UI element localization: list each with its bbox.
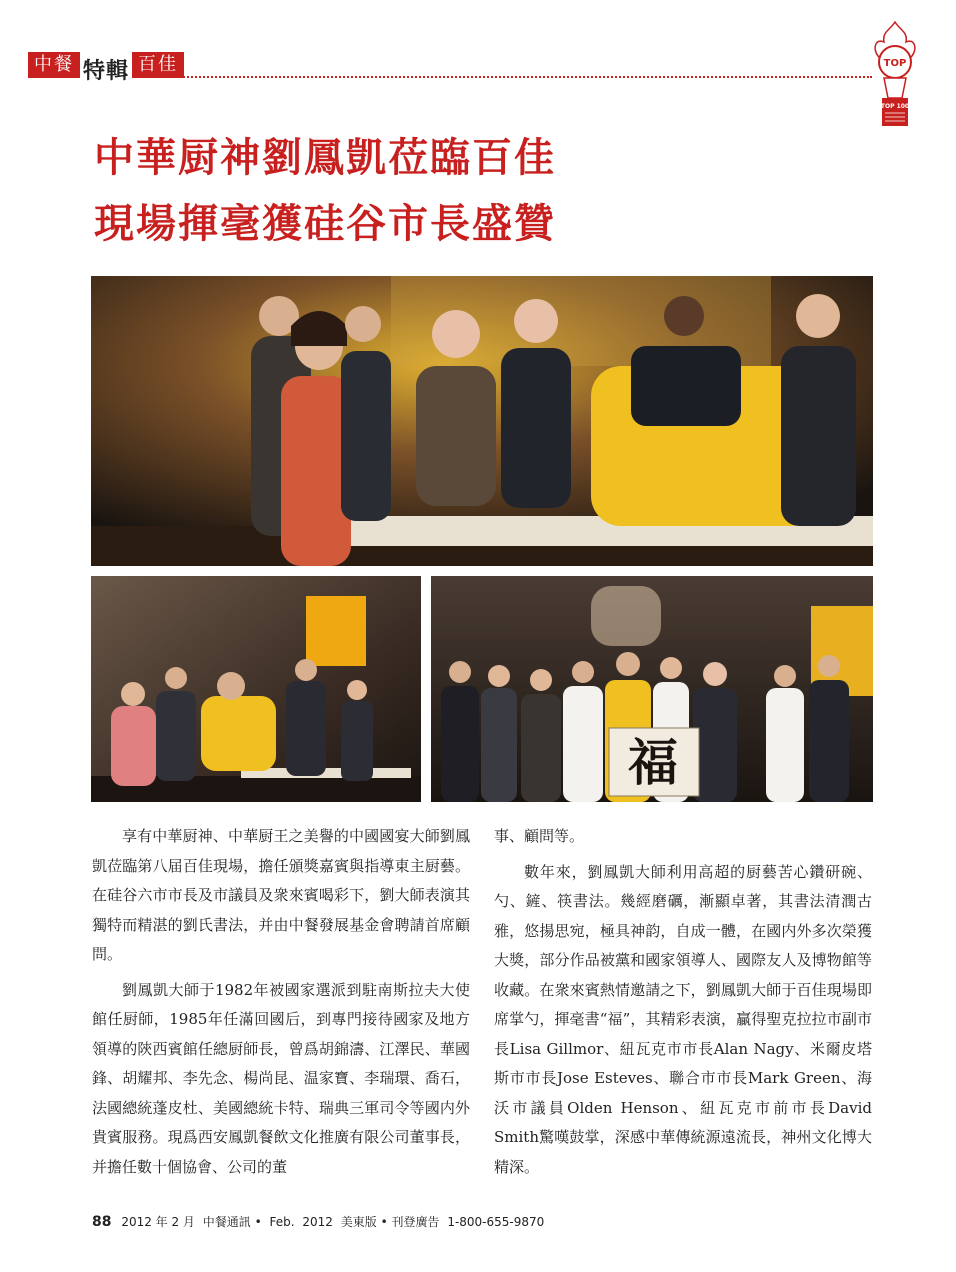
footer-month: Feb. <box>269 1215 295 1229</box>
body-paragraph: 享有中華厨神、中華厨王之美譽的中國國宴大師劉鳳凱莅臨第八届百佳現場，擔任頒獎嘉賓與指導東主厨藝。在硅谷六市市長及市議員及衆來賓喝彩下，劉大師表演其獨特而精湛的劉氏書法，并由中餐發展基金會聘請首席顧問。 <box>92 827 470 963</box>
section-tag <box>28 52 184 84</box>
headline-line-2: 現場揮毫獲硅谷市長盛贊 <box>94 201 556 247</box>
photo-calligraphy-performance <box>91 576 421 802</box>
main-photo-stage <box>91 276 873 566</box>
header-dotted-rule <box>172 76 872 78</box>
trophy-logo-text: TOP <box>883 58 907 69</box>
top100-trophy-logo <box>862 18 928 136</box>
footer-magazine: 中餐通訊 • <box>202 1215 262 1229</box>
body-paragraph: 事、顧問等。 <box>494 827 585 845</box>
footer-phone: 1-800-655-9870 <box>447 1215 545 1229</box>
footer-date: 2012 年 2 月 <box>121 1215 195 1229</box>
footer-edition: 美東版 • 刊登廣告 <box>340 1215 440 1229</box>
body-paragraph: 劉鳳凱大師于1982年被國家選派到駐南斯拉夫大使館任厨師，1985年任滿回國后，到專門接待國家及地方領導的陝西賓館任總厨師長，曾爲胡錦濤、江澤民、華國鋒、胡耀邦、李先念、楊尚昆、温家寶、李瑞環、喬石，法國總統蓬皮杜、美國總統卡特、瑞典三軍司令等國内外貴賓服務。現爲西安鳳凱餐飲文化推廣有限公司董事長，并擔任數十個協會、公司的董 <box>92 980 470 1176</box>
footer-year: 2012 <box>302 1215 333 1229</box>
headline-line-1: 中華厨神劉鳳凱莅臨百佳 <box>94 135 556 181</box>
body-column-right <box>494 822 872 1182</box>
section-tag-right: 百佳 <box>132 52 184 78</box>
section-tag-middle: 特輯 <box>83 58 130 84</box>
page-footer <box>92 1213 548 1230</box>
photo-group-with-fu-calligraphy <box>431 576 873 802</box>
body-column-left <box>92 822 470 1182</box>
body-paragraph: 數年來，劉鳳凱大師利用高超的厨藝苦心鑽研碗、勺、鏟、筷書法。幾經磨礪，漸顯卓著，其書法清潤古雅，悠揚思宛，極具神韵，自成一體，在國内外多次榮獲大獎，部分作品被黨和國家領導人、國際友人及博物館等收藏。在衆來賓熱情邀請之下，劉鳳凱大師于百佳現場即席掌勺，揮毫書“福”，其精彩表演，贏得聖克拉拉市副市長Lisa Gillmor、紐瓦克市市長Alan Nagy、米爾皮塔斯市市長Jose Esteves、聯合市市長Mark Green、海沃市議員Olden Henson、紐瓦克市前市長David Smith驚嘆鼓掌，深感中華傳統源遠流長，神州文化博大精深。 <box>494 862 872 1176</box>
page-number: 88 <box>92 1214 112 1230</box>
trophy-banner-text: TOP 100 <box>880 103 910 110</box>
section-tag-left: 中餐 <box>28 52 80 78</box>
fu-calligraphy-character: 福 <box>628 733 678 792</box>
